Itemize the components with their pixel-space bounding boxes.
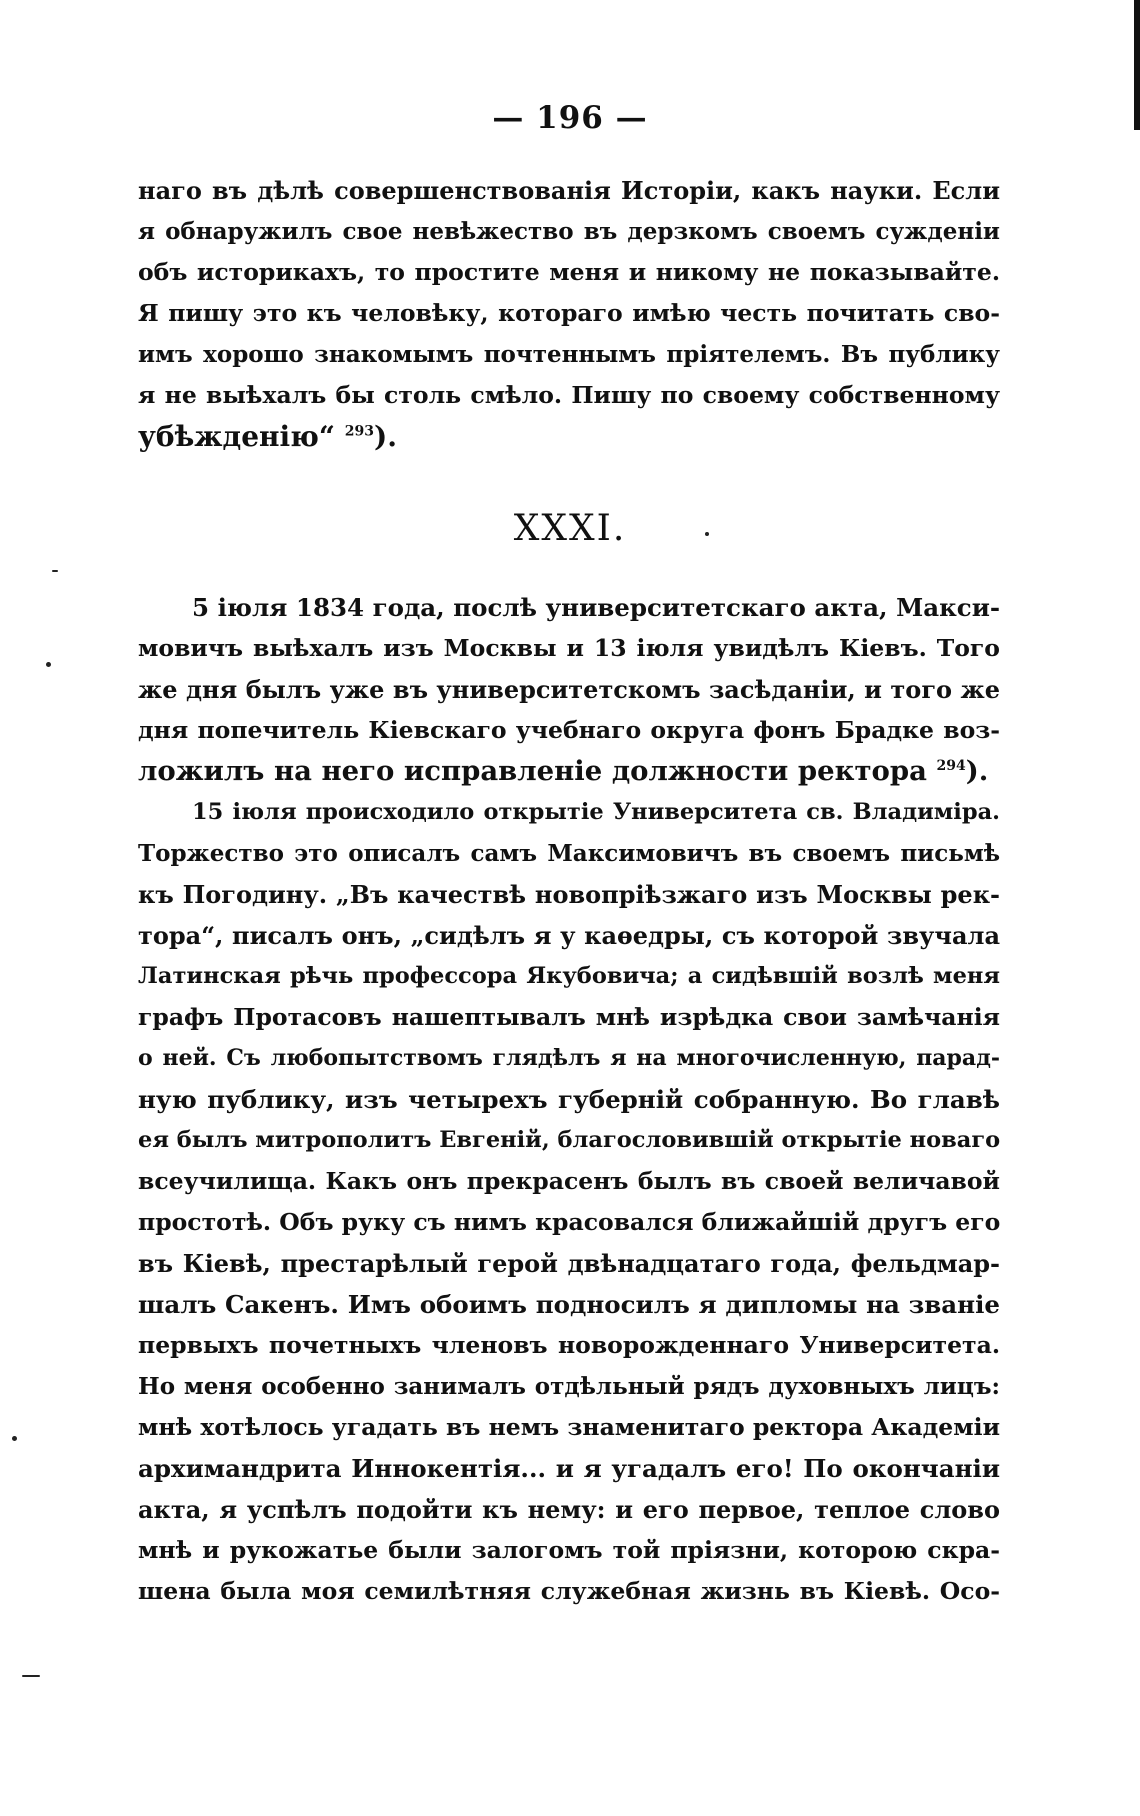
text-fragment: убѣжденію“ [138,420,345,453]
text-line: мнѣ хотѣлось угадать въ немъ знаменитаго ректора Академіи [138,1413,1000,1441]
text-line: мнѣ и рукожатье были залогомъ той пріязни, которою скра- [138,1536,1000,1564]
paragraph [138,587,1000,792]
text-fragment: ). [373,420,397,453]
text-line-last [138,751,1000,792]
speck [12,1436,17,1441]
text-line: Латинская рѣчь профессора Якубовича; а сидѣвшій возлѣ меня [138,963,1000,989]
text-line: графъ Протасовъ нашептывалъ мнѣ изрѣдка свои замѣчанія [138,1003,1000,1031]
text-line: о ней. Съ любопытствомъ глядѣлъ я на многочисленную, парад- [138,1045,1000,1071]
text-line: тора“, писалъ онъ, „сидѣлъ я у каѳедры, съ которой звучала [138,921,1000,950]
footnote-ref: 294 [936,757,966,774]
text-line: архимандрита Иннокентія... и я угадалъ его! По окончаніи [138,1454,1000,1483]
text-line: имъ хорошо знакомымъ почтеннымъ пріятелемъ. Въ публику [138,341,1000,368]
page-number: — 196 — [492,100,648,136]
text-line: ную публику, изъ четырехъ губерній собранную. Во главѣ [138,1085,1000,1114]
text-line: шалъ Сакенъ. Имъ обоимъ подносилъ я дипломы на званіе [138,1290,1000,1319]
speck [705,532,709,536]
text-line: первыхъ почетныхъ членовъ новорожденнаго Университета. [138,1331,1000,1359]
text-line: объ историкахъ, то простите меня и никому не показывайте. [138,258,1000,286]
text-line: я обнаружилъ свое невѣжество въ дерзкомъ своемъ сужденіи [138,218,1000,245]
section-heading: XXXI. [513,508,627,549]
text-line: я не выѣхалъ бы столь смѣло. Пишу по своему собственному [138,381,1000,409]
text-line: простотѣ. Объ руку съ нимъ красовался ближайшій другъ его [138,1208,1001,1236]
speck [22,1675,40,1677]
text-line: акта, я успѣлъ подойти къ нему: и его первое, теплое слово [138,1495,1000,1524]
footnote-ref: 293 [344,423,374,440]
speck [46,662,51,667]
text-fragment: ложилъ на него исправленіе должности ректора [138,755,937,787]
paragraph [138,792,1000,1612]
text-line: 5 іюля 1834 года, послѣ университетскаго акта, Макси- [192,593,1001,622]
text-line: Но меня особенно занималъ отдѣльный рядъ духовныхъ лицъ: [138,1373,1000,1400]
text-line: всеучилища. Какъ онъ прекрасенъ былъ въ своей величавой [138,1167,1000,1195]
text-line: наго въ дѣлѣ совершенствованія Исторіи, какъ науки. Если [138,176,1000,205]
text-line: ея былъ митрополитъ Евгеній, благословившій открытіе новаго [138,1127,1001,1153]
speck [52,570,58,572]
text-line-last [138,416,1000,457]
text-line: же дня былъ уже въ университетскомъ засѣданіи, и того же [138,675,1000,704]
text-line: 15 іюля происходило открытіе Университета св. Владиміра. [192,799,1000,825]
text-line: дня попечитель Кіевскаго учебнаго округа фонъ Брадке воз- [138,716,1000,744]
text-line: Я пишу это къ человѣку, котораго имѣю честь почитать сво- [138,299,1000,327]
text-line: въ Кіевѣ, престарѣлый герой двѣнадцатаго года, фельдмар- [138,1249,1000,1278]
text-line: шена была моя семилѣтняя служебная жизнь въ Кіевѣ. Осо- [138,1577,1000,1605]
text-line: Торжество это описалъ самъ Максимовичъ въ своемъ письмѣ [138,840,1000,867]
text-line: мовичъ выѣхалъ изъ Москвы и 13 іюля увидѣлъ Кіевъ. Того [138,634,1000,662]
paragraph-continued [138,170,1000,457]
text-fragment: ). [965,755,989,787]
text-line: къ Погодину. „Въ качествѣ новопріѣзжаго изъ Москвы рек- [138,880,1000,909]
